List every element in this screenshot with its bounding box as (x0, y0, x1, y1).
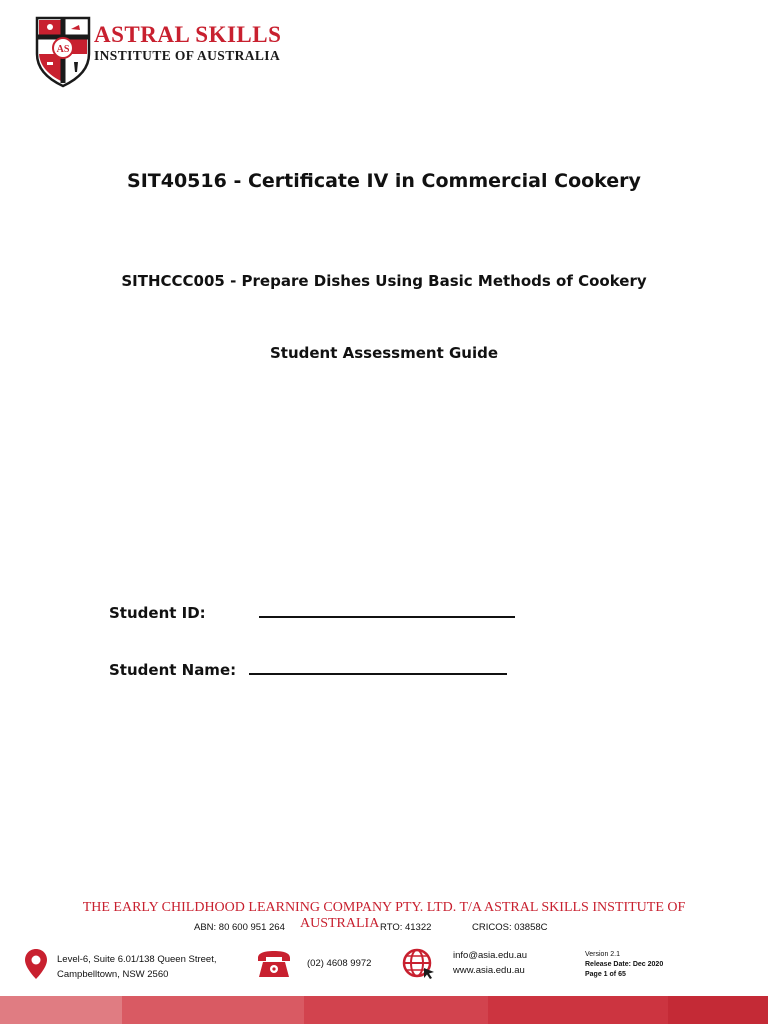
address (57, 952, 217, 982)
footer-bar-segment (488, 996, 668, 1024)
rto-text: RTO: 41322 (380, 922, 432, 933)
logo-subtitle: INSTITUTE OF AUSTRALIA (94, 48, 281, 63)
company-name-wrap: AUSTRALIA (300, 916, 380, 931)
location-pin-icon (24, 948, 48, 980)
footer-bar-segment (668, 996, 768, 1024)
cricos-text: CRICOS: 03858C (472, 922, 548, 933)
student-name-field (109, 659, 507, 679)
address-line-1: Level-6, Suite 6.01/138 Queen Street, (57, 954, 217, 965)
footer-color-bar (0, 996, 768, 1024)
version-text: Version 2.1 (585, 951, 621, 958)
institute-logo (34, 16, 304, 88)
document-title: SIT40516 - Certificate IV in Commercial Cookery (127, 170, 641, 192)
logo-title: ASTRAL SKILLS (94, 22, 282, 47)
address-line-2: Campbelltown, NSW 2560 (57, 969, 169, 980)
unit-title: SITHCCC005 - Prepare Dishes Using Basic Methods of Cookery (121, 272, 647, 290)
guide-title: Student Assessment Guide (269, 344, 499, 362)
telephone-icon (256, 950, 292, 978)
student-name-line[interactable] (249, 659, 507, 675)
web-contact (453, 948, 527, 978)
abn-text: ABN: 80 600 951 264 (194, 922, 285, 933)
footer-bar-segment (122, 996, 304, 1024)
student-id-label: Student ID: (109, 604, 206, 622)
footer-bar-segment (304, 996, 488, 1024)
company-name: THE EARLY CHILDHOOD LEARNING COMPANY PTY. LTD. T/A ASTRAL SKILLS INSTITUTE OF (82, 900, 686, 915)
release-date: Release Date: Dec 2020 (585, 961, 664, 968)
phone-number: (02) 4608 9972 (307, 958, 372, 969)
logo-monogram: AS (56, 44, 70, 55)
footer-bar-segment (0, 996, 122, 1024)
student-id-field (109, 602, 515, 622)
version-info (585, 950, 663, 980)
student-id-line[interactable] (259, 602, 515, 618)
email-link[interactable]: info@asia.edu.au (453, 950, 528, 961)
shield-crest-icon (34, 16, 92, 88)
globe-icon (402, 948, 436, 980)
website-link[interactable]: www.asia.edu.au (453, 965, 525, 976)
page-number: Page 1 of 65 (585, 971, 626, 978)
student-name-label: Student Name: (109, 661, 237, 679)
